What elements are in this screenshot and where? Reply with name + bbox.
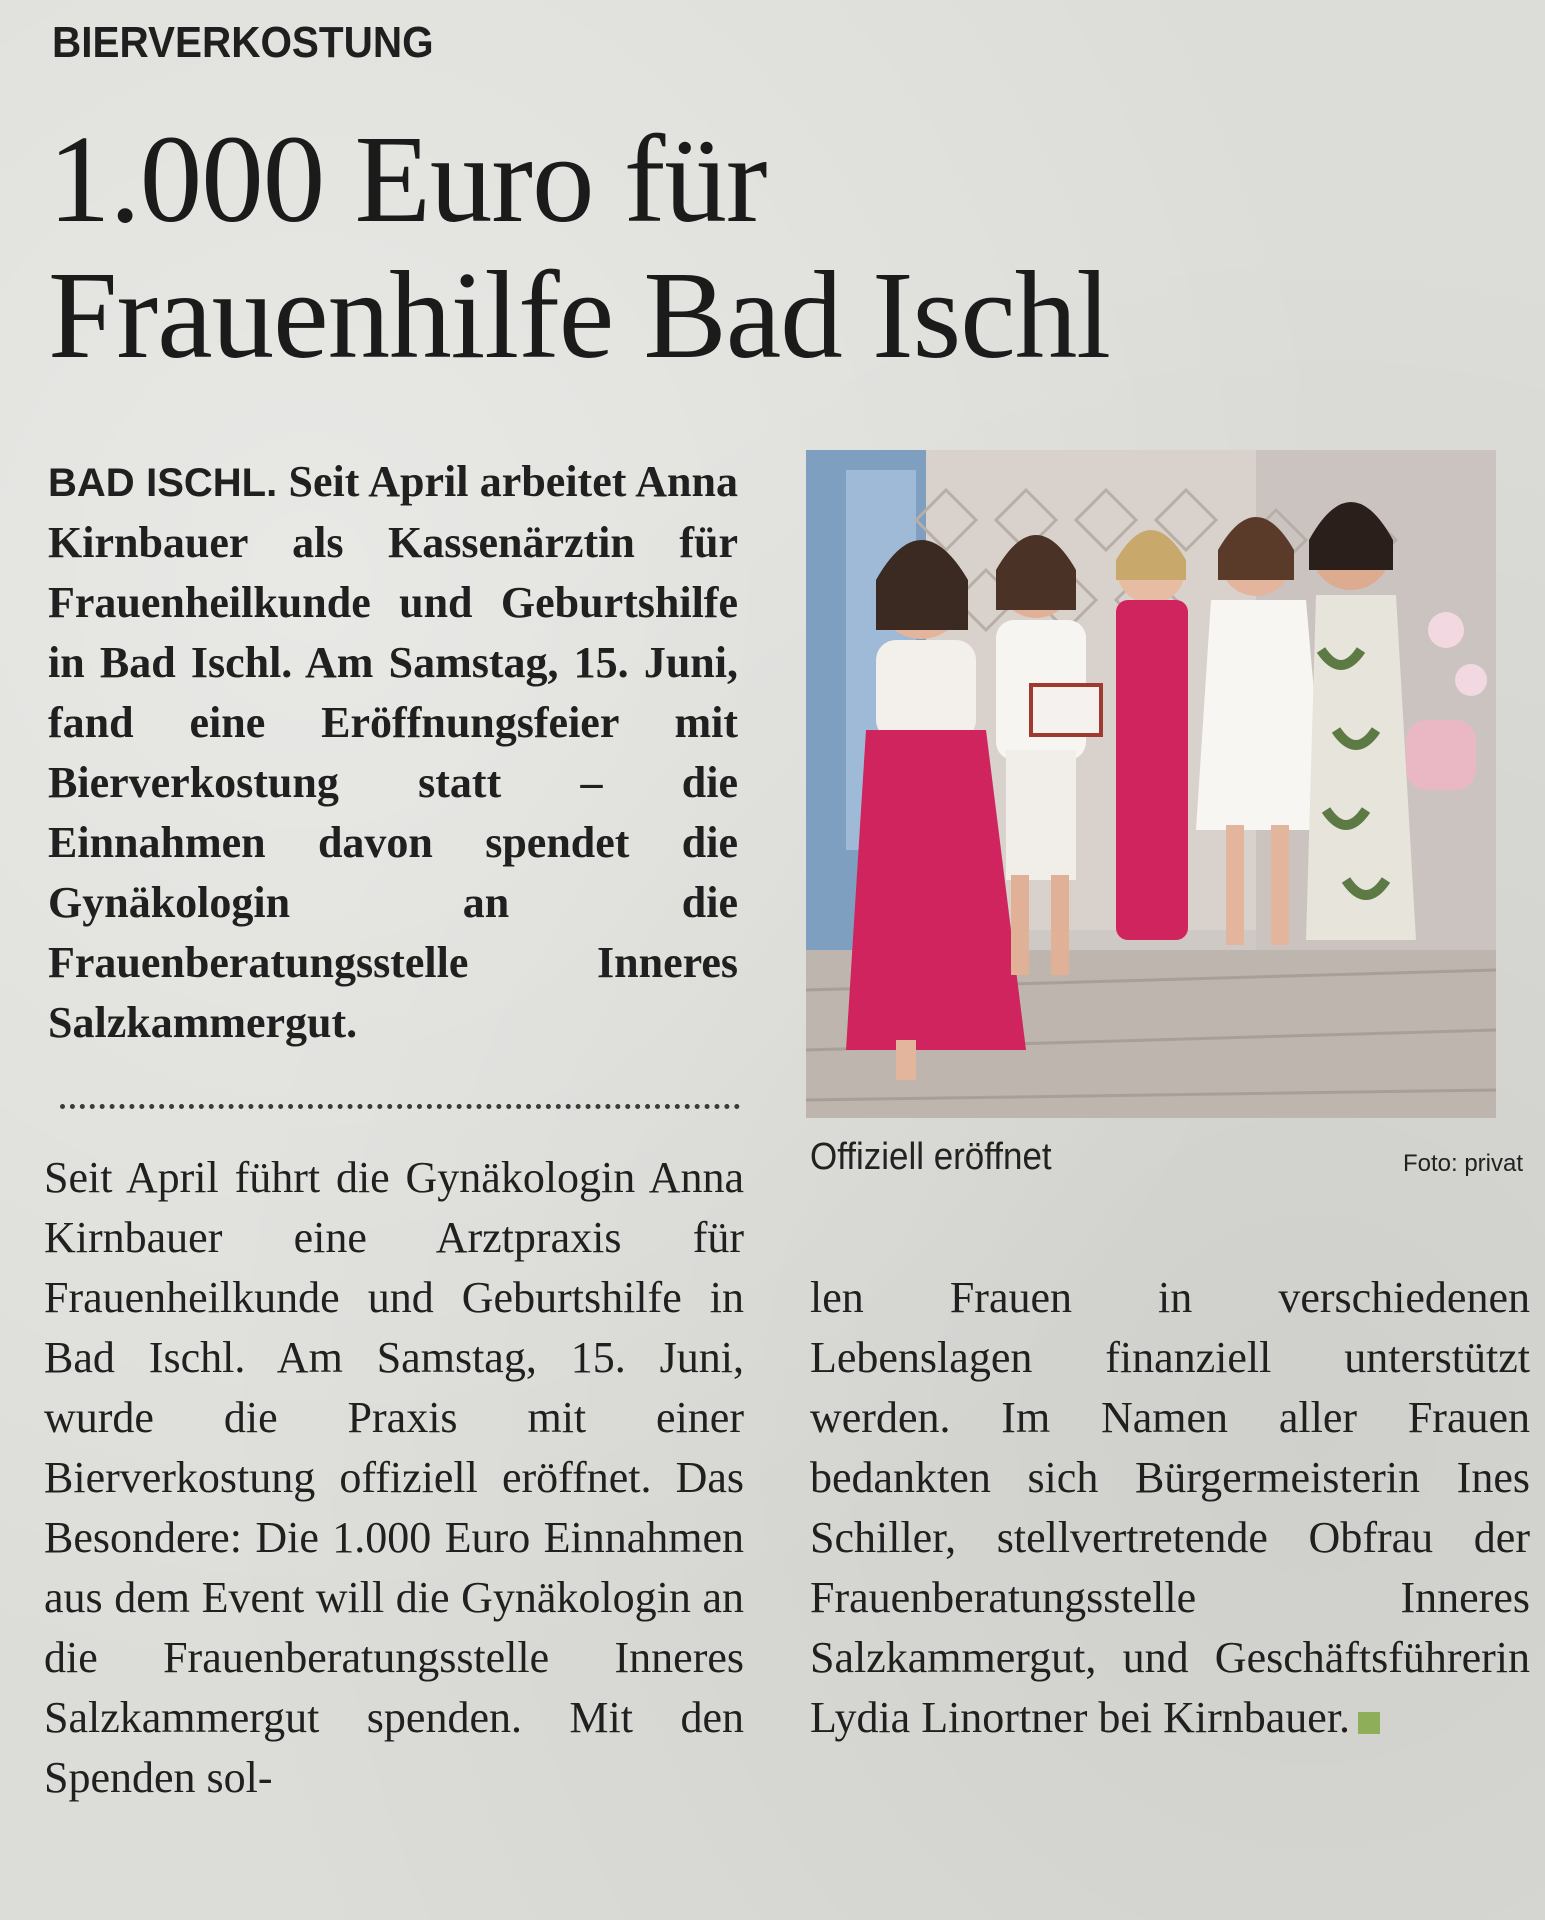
headline-line-1: 1.000 Euro für bbox=[48, 111, 767, 249]
end-of-article-marker bbox=[1358, 1712, 1380, 1734]
photo-credit: Foto: privat bbox=[1402, 1150, 1523, 1177]
group-photo-illustration bbox=[806, 450, 1496, 1118]
body-column-right-text: len Frauen in verschiedenen Lebenslagen finanziell unterstützt werden. Im Namen aller Frauen bedankten sich Bürgermeisterin Ines Schiller, stellvertretende Obfrau der Frauenberatungsstelle Inneres Salzkammergut, und Geschäftsführerin Lydia Linortner bei Kirnbauer. bbox=[810, 1273, 1530, 1742]
lead-paragraph bbox=[48, 452, 738, 1053]
article-kicker: BIERVERKOSTUNG bbox=[52, 18, 434, 67]
photo-caption: Offiziell eröffnet bbox=[810, 1136, 1052, 1178]
body-column-right bbox=[810, 1268, 1530, 1748]
headline-line-2: Frauenhilfe Bad Ischl bbox=[48, 247, 1111, 385]
dotted-divider bbox=[60, 1104, 740, 1109]
article-photo bbox=[806, 450, 1496, 1118]
lead-text: Seit April arbeitet Anna Kirnbauer als Kassenärztin für Frauenheilkunde und Geburtshilfe in Bad Ischl. Am Samstag, 15. Juni, fand eine Eröffnungsfeier mit Bierverkostung statt – die Einnahmen davon spendet die Gynäkologin an die Frauenberatungsstelle Inneres Salzkammergut. bbox=[48, 457, 738, 1047]
body-column-left: Seit April führt die Gynäkologin Anna Kirnbauer eine Arztpraxis für Frauenheilkunde und Geburtshilfe in Bad Ischl. Am Samstag, 15. Juni, wurde die Praxis mit einer Bierverkostung offiziell eröffnet. Das Besondere: Die 1.000 Euro Einnahmen aus dem Event will die Gynäkologin an die Frauenberatungsstelle Inneres Salzkammergut spenden. Mit den Spenden sol- bbox=[44, 1153, 744, 1802]
lead-city: BAD ISCHL. bbox=[48, 461, 278, 505]
article-headline bbox=[48, 112, 1498, 384]
